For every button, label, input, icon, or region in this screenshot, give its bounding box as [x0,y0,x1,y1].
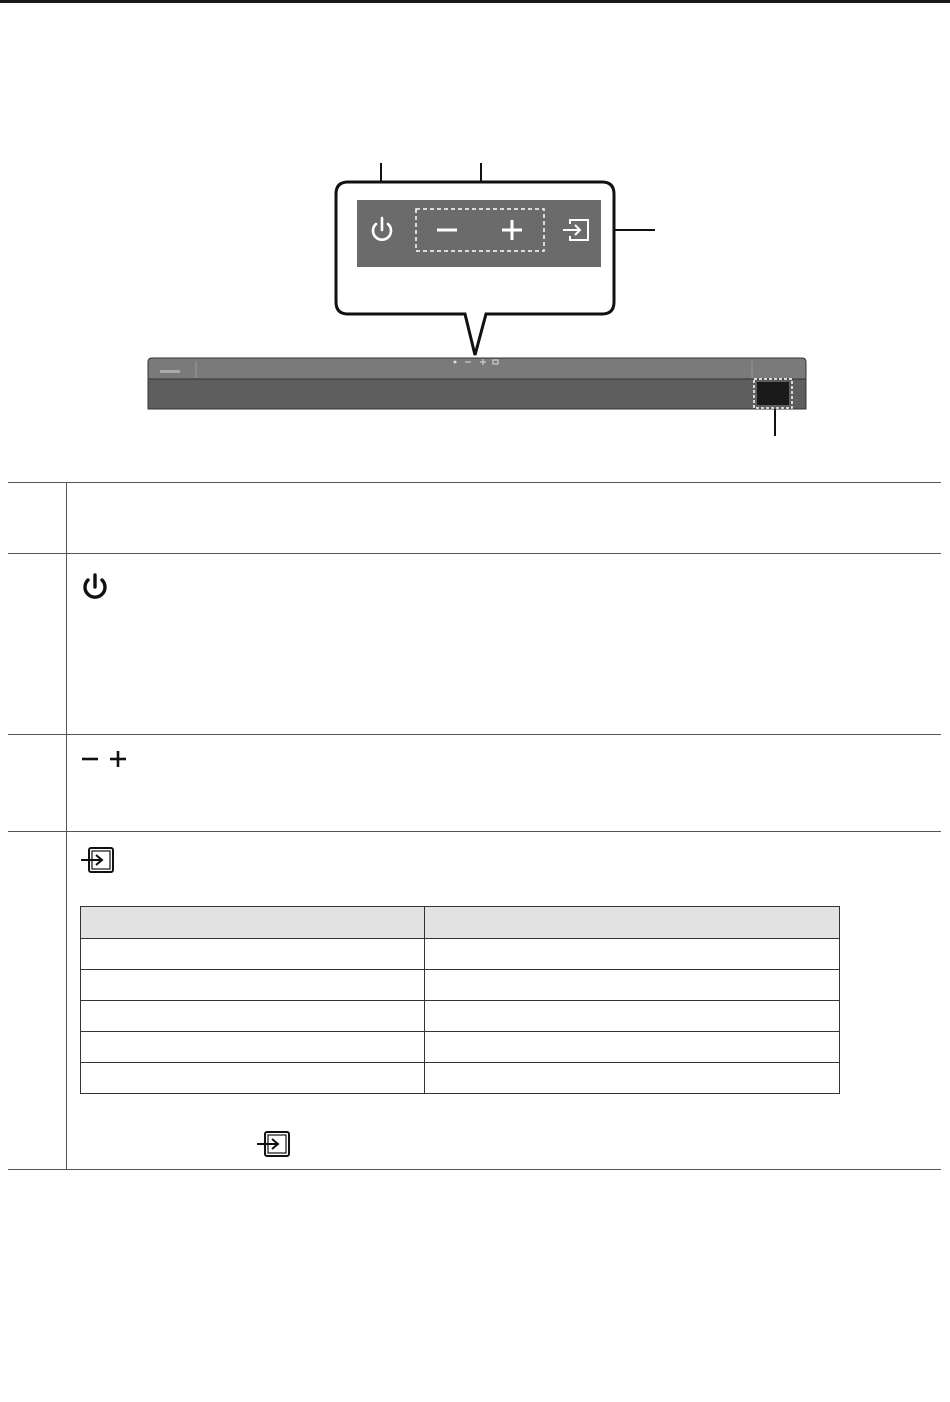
power-icon [80,572,110,607]
mode-table-cell [424,1032,839,1063]
table-row [81,1063,840,1094]
mode-table-header-cell [424,907,839,939]
soundbar-figure [0,0,950,470]
table-row-power [8,554,941,735]
mode-table-cell [81,1063,425,1094]
mode-table [80,906,840,1094]
mode-table-cell [81,1001,425,1032]
table-row-source [8,832,941,1169]
table-row-volume [8,735,941,832]
mode-table-cell [81,939,425,970]
display-window [754,379,792,408]
control-panel [357,200,601,267]
soundbar-body [148,358,806,409]
table-row [81,939,840,970]
table-row [81,1032,840,1063]
minus-plus-icons [80,749,130,774]
mode-table-cell [424,1001,839,1032]
mode-table-header-cell [81,907,425,939]
footnote-source-icon [256,1130,292,1163]
mode-table-cell [424,939,839,970]
mode-table-cell [424,970,839,1001]
source-input-icon [80,846,116,879]
table-header-row [8,483,941,554]
control-description-table [8,482,941,1170]
table-row [81,970,840,1001]
table-row [81,1001,840,1032]
mode-table-cell [81,1032,425,1063]
mode-table-cell [424,1063,839,1094]
mode-table-cell [81,970,425,1001]
mode-table-header [81,907,840,939]
